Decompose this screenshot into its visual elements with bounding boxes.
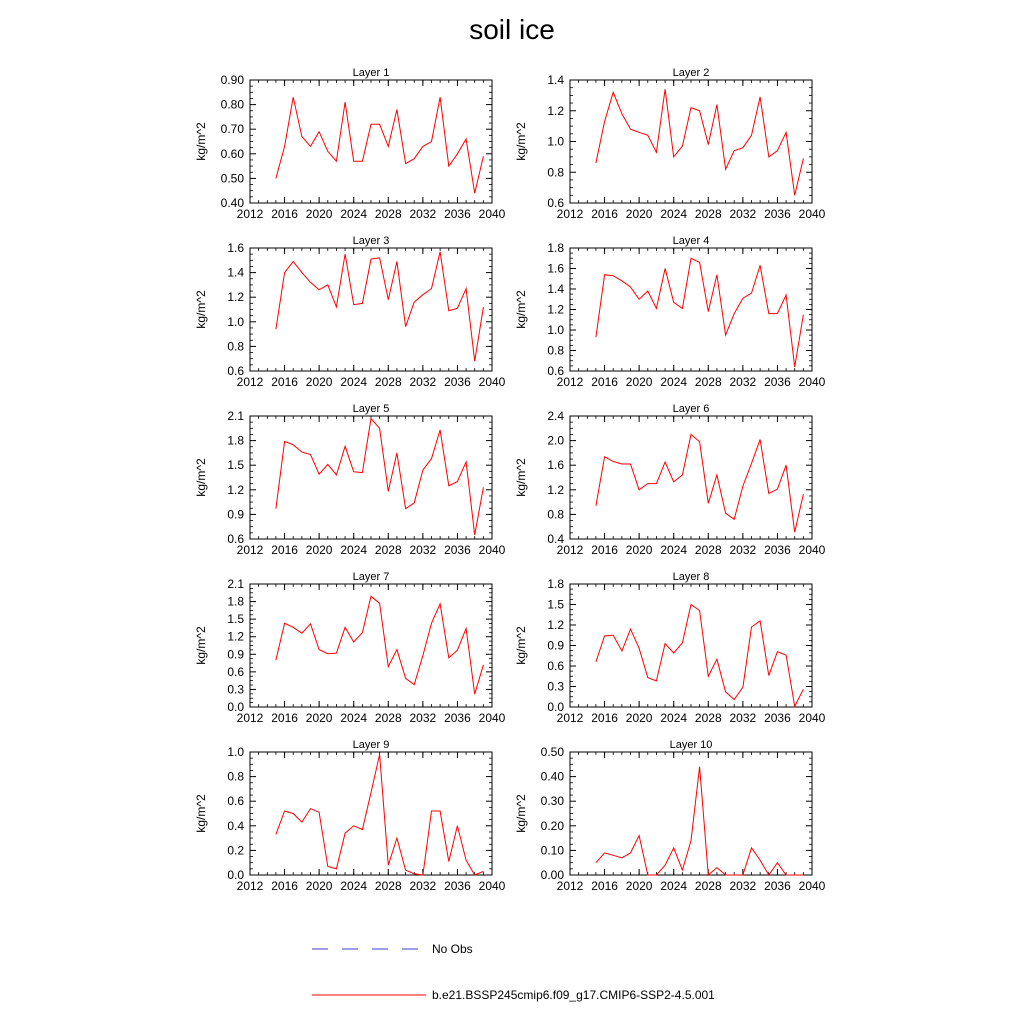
y-tick-label: 1.6 [227, 241, 244, 255]
chart-title: Layer 6 [672, 403, 710, 415]
x-tick-label: 2040 [478, 711, 506, 725]
x-tick-label: 2020 [305, 711, 333, 725]
x-tick-label: 2012 [236, 543, 264, 557]
chart-title: Layer 2 [672, 67, 710, 79]
x-tick-label: 2024 [340, 543, 368, 557]
x-tick-label: 2036 [764, 711, 791, 725]
x-tick-label: 2032 [729, 543, 757, 557]
y-axis-label: kg/m^2 [514, 122, 528, 161]
y-tick-label: 2.0 [547, 433, 564, 448]
y-tick-label: 1.8 [227, 594, 244, 609]
x-tick-label: 2024 [340, 711, 368, 725]
series-line [276, 755, 484, 876]
x-tick-label: 2020 [625, 711, 653, 725]
x-tick-label: 2032 [409, 207, 437, 221]
x-tick-label: 2016 [271, 879, 298, 893]
x-tick-label: 2020 [625, 207, 653, 221]
y-axis-label: kg/m^2 [194, 290, 208, 329]
y-tick-label: 0.0 [547, 700, 564, 714]
x-tick-label: 2040 [478, 207, 506, 221]
y-tick-label: 1.2 [547, 482, 564, 497]
x-tick-label: 2016 [591, 207, 618, 221]
x-tick-label: 2012 [556, 207, 584, 221]
x-tick-label: 2024 [340, 375, 368, 389]
x-tick-label: 2012 [236, 207, 264, 221]
y-tick-label: 1.0 [547, 134, 564, 149]
y-tick-label: 0.50 [220, 171, 244, 186]
y-tick-label: 0.6 [227, 664, 244, 679]
x-tick-label: 2020 [305, 207, 333, 221]
x-tick-label: 2028 [694, 375, 722, 389]
y-tick-label: 0.00 [540, 868, 564, 882]
y-tick-label: 0.40 [220, 196, 244, 210]
x-tick-label: 2012 [236, 711, 264, 725]
plot-frame [570, 584, 812, 707]
x-tick-label: 2016 [591, 711, 618, 725]
y-tick-label: 1.2 [547, 302, 564, 317]
plot-frame [250, 248, 492, 371]
plot-frame [250, 80, 492, 203]
series-line [276, 596, 484, 694]
x-tick-label: 2032 [409, 879, 437, 893]
plot-frame [570, 248, 812, 371]
chart-title: Layer 7 [352, 571, 390, 583]
y-tick-label: 0.40 [540, 769, 564, 784]
x-tick-label: 2032 [729, 879, 757, 893]
y-tick-label: 0.6 [227, 794, 244, 809]
y-tick-label: 1.4 [227, 265, 244, 280]
y-tick-label: 0.9 [547, 638, 564, 653]
y-tick-label: 1.4 [547, 73, 564, 87]
chart-layer-8 [514, 571, 826, 725]
x-tick-label: 2036 [444, 543, 471, 557]
x-tick-label: 2028 [374, 375, 402, 389]
x-tick-label: 2020 [625, 543, 653, 557]
y-tick-label: 1.5 [227, 612, 244, 627]
y-tick-label: 1.2 [547, 618, 564, 632]
series-line [276, 97, 484, 193]
y-axis-label: kg/m^2 [194, 458, 208, 497]
y-tick-label: 1.0 [547, 323, 564, 337]
chart-layer-5 [194, 403, 506, 557]
plot-frame [570, 752, 812, 875]
x-tick-label: 2024 [660, 375, 688, 389]
x-tick-label: 2032 [729, 375, 757, 389]
y-tick-label: 0.9 [227, 647, 244, 662]
y-tick-label: 0.6 [547, 659, 564, 673]
y-tick-label: 1.8 [547, 241, 564, 255]
x-tick-label: 2020 [305, 543, 333, 557]
x-tick-label: 2036 [444, 375, 471, 389]
x-tick-label: 2032 [409, 543, 437, 557]
y-tick-label: 0.60 [220, 146, 244, 161]
x-tick-label: 2032 [409, 711, 437, 725]
chart-title: Layer 8 [672, 571, 710, 583]
y-axis-label: kg/m^2 [194, 122, 208, 161]
x-tick-label: 2036 [764, 879, 791, 893]
x-tick-label: 2020 [305, 375, 333, 389]
chart-title: Layer 1 [352, 67, 390, 79]
y-tick-label: 0.20 [540, 818, 564, 833]
y-tick-label: 0.8 [227, 769, 244, 784]
x-tick-label: 2040 [798, 543, 826, 557]
x-tick-label: 2040 [478, 879, 506, 893]
chart-layer-2 [514, 67, 826, 221]
x-tick-label: 2016 [271, 375, 298, 389]
x-tick-label: 2016 [271, 711, 298, 725]
chart-title: Layer 5 [352, 403, 390, 415]
x-tick-label: 2028 [694, 543, 722, 557]
x-tick-label: 2016 [271, 543, 298, 557]
y-axis-label: kg/m^2 [514, 458, 528, 497]
x-tick-label: 2036 [764, 207, 791, 221]
x-tick-label: 2040 [478, 375, 506, 389]
chart-layer-3 [194, 235, 506, 389]
y-tick-label: 1.6 [547, 261, 564, 276]
y-tick-label: 1.8 [227, 433, 244, 448]
y-tick-label: 0.0 [227, 868, 244, 882]
x-tick-label: 2040 [478, 543, 506, 557]
series-line [276, 252, 484, 362]
y-tick-label: 0.6 [547, 196, 564, 210]
y-tick-label: 0.50 [540, 745, 564, 759]
chart-title: Layer 3 [352, 235, 390, 247]
x-tick-label: 2012 [556, 879, 584, 893]
x-tick-label: 2032 [409, 375, 437, 389]
plot-frame [250, 584, 492, 707]
x-tick-label: 2012 [556, 543, 584, 557]
y-tick-label: 1.0 [227, 314, 244, 329]
x-tick-label: 2040 [798, 207, 826, 221]
y-tick-label: 1.2 [547, 103, 564, 118]
y-tick-label: 1.5 [227, 458, 244, 473]
plot-frame [250, 416, 492, 539]
y-tick-label: 0.4 [547, 532, 564, 546]
series-line [596, 605, 804, 707]
y-tick-label: 1.6 [547, 458, 564, 473]
x-tick-label: 2032 [729, 711, 757, 725]
series-line [596, 258, 804, 367]
x-tick-label: 2012 [236, 879, 264, 893]
x-tick-label: 2024 [660, 207, 688, 221]
chart-layer-4 [514, 235, 826, 389]
y-tick-label: 2.1 [227, 409, 244, 423]
y-tick-label: 0.80 [220, 97, 244, 112]
x-tick-label: 2020 [305, 879, 333, 893]
chart-layer-1 [194, 67, 506, 221]
series-line [596, 89, 804, 195]
y-tick-label: 0.3 [547, 679, 564, 694]
y-tick-label: 0.90 [220, 73, 244, 87]
y-tick-label: 0.8 [547, 507, 564, 522]
page-title: soil ice [469, 14, 555, 45]
x-tick-label: 2016 [271, 207, 298, 221]
chart-title: Layer 9 [352, 739, 390, 751]
y-tick-label: 0.8 [547, 165, 564, 180]
x-tick-label: 2028 [694, 207, 722, 221]
x-tick-label: 2024 [340, 207, 368, 221]
x-tick-label: 2040 [798, 879, 826, 893]
x-tick-label: 2028 [694, 879, 722, 893]
x-tick-label: 2024 [660, 543, 688, 557]
y-tick-label: 1.0 [227, 745, 244, 759]
x-tick-label: 2024 [340, 879, 368, 893]
y-tick-label: 1.2 [227, 482, 244, 497]
y-tick-label: 0.8 [547, 343, 564, 358]
legend-label-no-obs: No Obs [432, 942, 473, 956]
y-tick-label: 2.1 [227, 577, 244, 591]
plot-frame [250, 752, 492, 875]
y-tick-label: 1.5 [547, 597, 564, 612]
x-tick-label: 2028 [374, 879, 402, 893]
legend-label-model-run: b.e21.BSSP245cmip6.f09_g17.CMIP6-SSP2-4.5.001 [432, 988, 715, 1002]
y-tick-label: 0.6 [547, 364, 564, 378]
series-line [276, 419, 484, 535]
y-axis-label: kg/m^2 [514, 794, 528, 833]
y-tick-label: 0.30 [540, 794, 564, 809]
x-tick-label: 2024 [660, 879, 688, 893]
x-tick-label: 2024 [660, 711, 688, 725]
y-axis-label: kg/m^2 [514, 290, 528, 329]
y-tick-label: 0.3 [227, 682, 244, 697]
y-tick-label: 0.2 [227, 843, 244, 858]
y-axis-label: kg/m^2 [514, 626, 528, 665]
y-tick-label: 0.6 [227, 532, 244, 546]
x-tick-label: 2020 [625, 375, 653, 389]
x-tick-label: 2012 [556, 711, 584, 725]
x-tick-label: 2028 [374, 207, 402, 221]
y-tick-label: 0.70 [220, 122, 244, 137]
chart-layer-6 [514, 403, 826, 557]
y-axis-label: kg/m^2 [194, 794, 208, 833]
chart-title: Layer 4 [672, 235, 710, 247]
y-tick-label: 0.8 [227, 339, 244, 354]
y-tick-label: 1.4 [547, 282, 564, 296]
x-tick-label: 2016 [591, 375, 618, 389]
plot-frame [570, 80, 812, 203]
x-tick-label: 2036 [444, 711, 471, 725]
x-tick-label: 2040 [798, 711, 826, 725]
chart-title: Layer 10 [669, 739, 713, 751]
x-tick-label: 2028 [374, 543, 402, 557]
y-tick-label: 1.2 [227, 629, 244, 644]
x-tick-label: 2028 [694, 711, 722, 725]
y-tick-label: 0.0 [227, 700, 244, 714]
x-tick-label: 2036 [444, 879, 471, 893]
series-line [596, 434, 804, 532]
y-tick-label: 0.9 [227, 507, 244, 522]
y-tick-label: 1.8 [547, 577, 564, 591]
x-tick-label: 2016 [591, 879, 618, 893]
x-tick-label: 2032 [729, 207, 757, 221]
chart-layer-7 [194, 571, 506, 725]
y-tick-label: 0.6 [227, 364, 244, 378]
chart-layer-10 [514, 739, 826, 893]
y-tick-label: 2.4 [547, 409, 564, 423]
x-tick-label: 2036 [764, 543, 791, 557]
x-tick-label: 2036 [444, 207, 471, 221]
x-tick-label: 2016 [591, 543, 618, 557]
y-axis-label: kg/m^2 [194, 626, 208, 665]
series-line [596, 767, 804, 875]
y-tick-label: 0.4 [227, 818, 244, 833]
x-tick-label: 2012 [236, 375, 264, 389]
x-tick-label: 2040 [798, 375, 826, 389]
y-tick-label: 0.10 [540, 843, 564, 858]
chart-layer-9 [194, 739, 506, 893]
x-tick-label: 2012 [556, 375, 584, 389]
x-tick-label: 2036 [764, 375, 791, 389]
x-tick-label: 2020 [625, 879, 653, 893]
y-tick-label: 1.2 [227, 290, 244, 305]
x-tick-label: 2028 [374, 711, 402, 725]
